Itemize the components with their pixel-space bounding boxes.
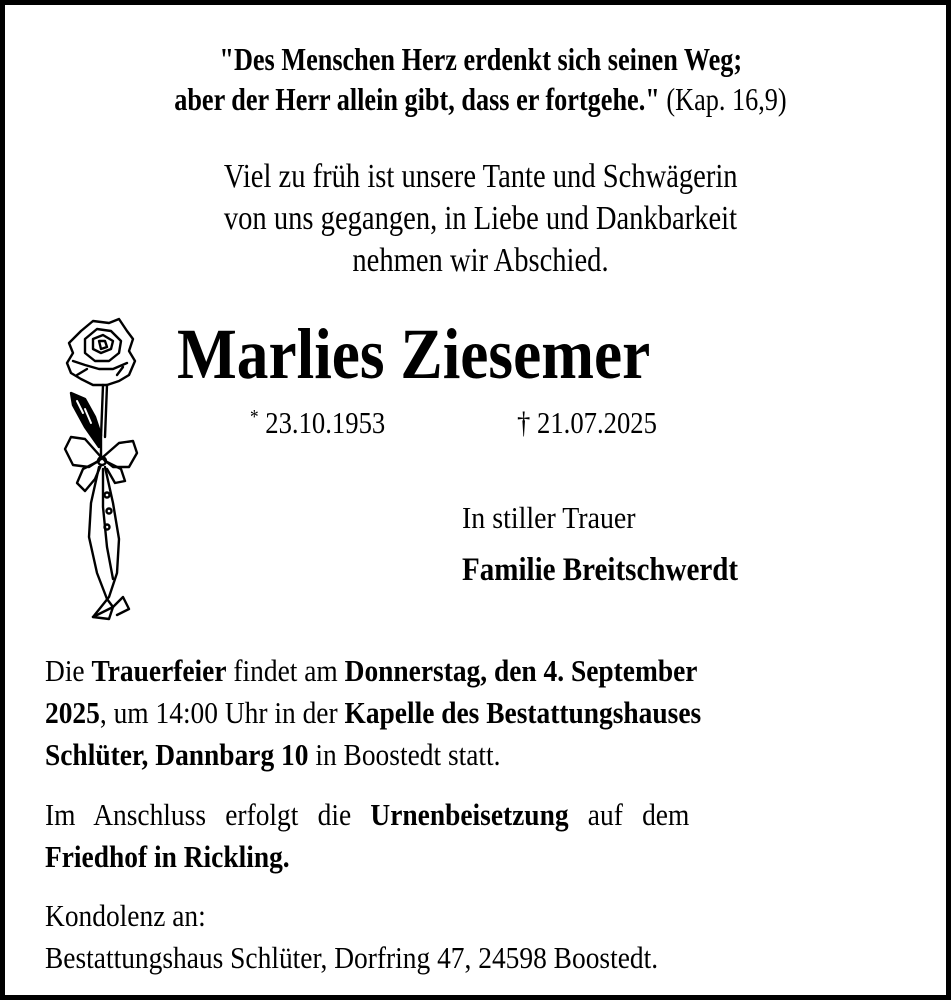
ceremony-year: 2025 xyxy=(45,695,100,730)
quote-line-2 xyxy=(5,81,951,118)
ceremony-date: Donnerstag, den 4. September xyxy=(344,653,698,688)
birth-date: 23.10.1953 xyxy=(265,405,386,440)
ceremony-line-3: Schlüter, Dannbarg 10 in Boostedt statt. xyxy=(45,737,501,772)
death-info xyxy=(517,405,657,441)
family-name: Familie Breitschwerdt xyxy=(462,552,739,588)
burial-location: Friedhof in Rickling. xyxy=(45,839,290,874)
rose-with-ribbon-icon xyxy=(63,317,143,623)
ceremony-line-2: 2025, um 14:00 Uhr in der Kapelle des Bestattungshauses xyxy=(45,695,702,730)
ceremony-address: Schlüter, Dannbarg 10 xyxy=(45,737,309,772)
death-date: 21.07.2025 xyxy=(536,405,657,440)
deceased-name: Marlies Ziesemer xyxy=(177,314,651,394)
burial-line-2 xyxy=(45,839,290,875)
birth-info xyxy=(250,405,385,441)
intro-line-1: Viel zu früh ist unsere Tante und Schwägerin xyxy=(223,158,738,195)
condolence-address: Bestattungshaus Schlüter, Dorfring 47, 24598 Boostedt. xyxy=(45,940,659,975)
intro-line-2: von uns gegangen, in Liebe und Dankbarkeit xyxy=(223,200,738,237)
quote-line-1: "Des Menschen Herz erdenkt sich seinen Weg; xyxy=(219,41,742,77)
quote-text: aber der Herr allein gibt, dass er fortgehe." xyxy=(174,81,660,117)
quote-reference: (Kap. 16,9) xyxy=(666,81,787,117)
ceremony-type: Trauerfeier xyxy=(91,653,227,688)
burial-type: Urnenbeisetzung xyxy=(370,797,569,832)
intro-line-3: nehmen wir Abschied. xyxy=(352,242,609,279)
burial-line-1: Im Anschluss erfolgt die Urnenbeisetzung auf dem xyxy=(45,797,690,832)
death-symbol: † xyxy=(517,405,531,440)
birth-symbol: * xyxy=(250,406,259,428)
mourning-label: In stiller Trauer xyxy=(462,500,636,535)
condolence-label: Kondolenz an: xyxy=(45,898,206,933)
ceremony-line-1: Die Trauerfeier findet am Donnerstag, den 4. September xyxy=(45,653,698,688)
ceremony-venue: Kapelle des Bestattungshauses xyxy=(344,695,702,730)
